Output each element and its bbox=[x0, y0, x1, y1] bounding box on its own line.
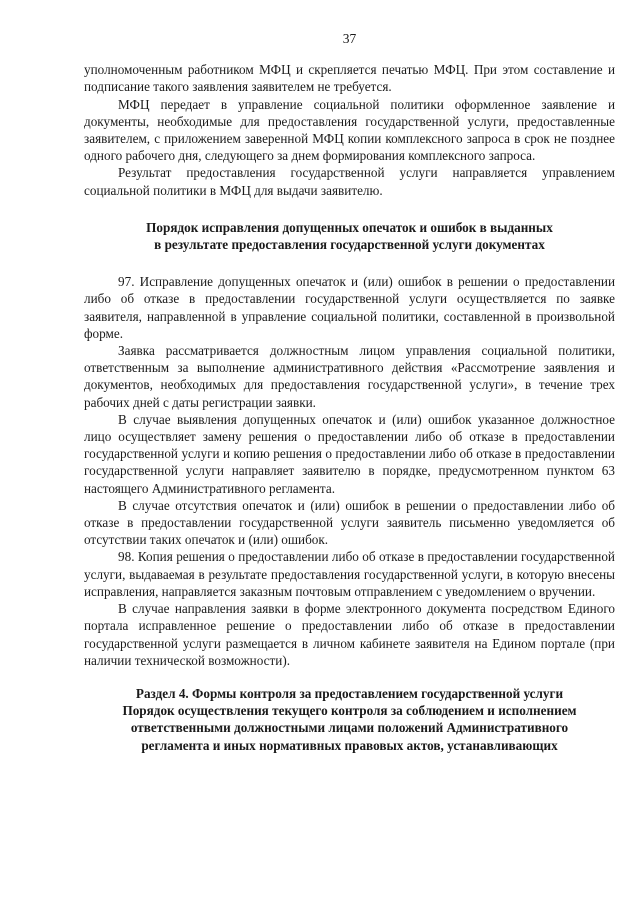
paragraph-no-errors: В случае отсутствия опечаток и (или) ошибок в решении о предоставлении либо об отказе в предоставлении государственной услуги заявитель письменно уведомляется об отсутствии таких опечаток и (или) ошибок. bbox=[84, 497, 615, 548]
heading-corrections bbox=[84, 219, 615, 253]
paragraph-intro-1: уполномоченным работником МФЦ и скрепляется печатью МФЦ. При этом составление и подписание такого заявления заявителем не требуется. bbox=[84, 62, 615, 95]
heading-corrections-line-1: Порядок исправления допущенных опечаток и ошибок в выданных bbox=[146, 219, 553, 235]
section-4-heading-line-4: регламента и иных нормативных правовых актов, устанавливающих bbox=[141, 737, 558, 753]
paragraph-98: 98. Копия решения о предоставлении либо об отказе в предоставлении государственной услуги, выдаваемая в результате предоставления государственной услуги, в которую внесены исправления, направляется заказным почтовым отправлением с уведомлением о вручении. bbox=[84, 549, 615, 599]
section-4-heading-line-3: ответственными должностными лицами положений Административного bbox=[130, 720, 569, 736]
page-number: 37 bbox=[342, 31, 357, 46]
paragraph-97: 97. Исправление допущенных опечаток и (или) ошибок в решении о предоставлении либо об отказе в предоставлении государственной услуги осуществляется по заявке заявителя, направленной в управление социальной политики, составленной в произвольной форме. bbox=[84, 274, 615, 341]
paragraph-intro-3: Результат предоставления государственной услуги направляется управлением социальной политики в МФЦ для выдачи заявителю. bbox=[84, 165, 615, 198]
paragraph-intro-2: МФЦ передает в управление социальной политики оформленное заявление и документы, необходимые для предоставления государственной услуги, предоставленные заявителем, с приложением заверенной МФЦ копии комплексного запроса в срок не позднее одного рабочего дня, следующего за днем формирования комплексного запроса. bbox=[84, 96, 615, 164]
paragraph-errors-found: В случае выявления допущенных опечаток и (или) ошибок указанное должностное лицо осуществляет замену решения о предоставлении либо об отказе в предоставлении государственной услуги и копию решения о предоставлении либо об отказе в предоставлении государственной услуги направляет заявителю в порядке, предусмотренном пунктом 63 настоящего Административного регламента. bbox=[84, 411, 615, 496]
paragraph-request-review: Заявка рассматривается должностным лицом управления социальной политики, ответственным за выполнение административного действия «Рассмотрение заявления и документов, необходимых для предоставления государственной услуги», в течение трех рабочих дней с даты регистрации заявки. bbox=[84, 343, 615, 410]
document-page bbox=[84, 30, 615, 754]
section-4-heading bbox=[84, 685, 615, 754]
section-4-heading-line-2: Порядок осуществления текущего контроля за соблюдением и исполнением bbox=[122, 703, 577, 719]
paragraph-electronic: В случае направления заявки в форме электронного документа посредством Единого портала исправленное решение о предоставлении либо об отказе в предоставлении государственной услуги размещается в личном кабинете заявителя на Едином портале (при наличии технической возможности). bbox=[84, 601, 615, 668]
section-4-heading-line-1: Раздел 4. Формы контроля за предоставлением государственной услуги bbox=[135, 685, 564, 701]
heading-corrections-line-2: в результате предоставления государственной услуги документах bbox=[154, 237, 545, 253]
